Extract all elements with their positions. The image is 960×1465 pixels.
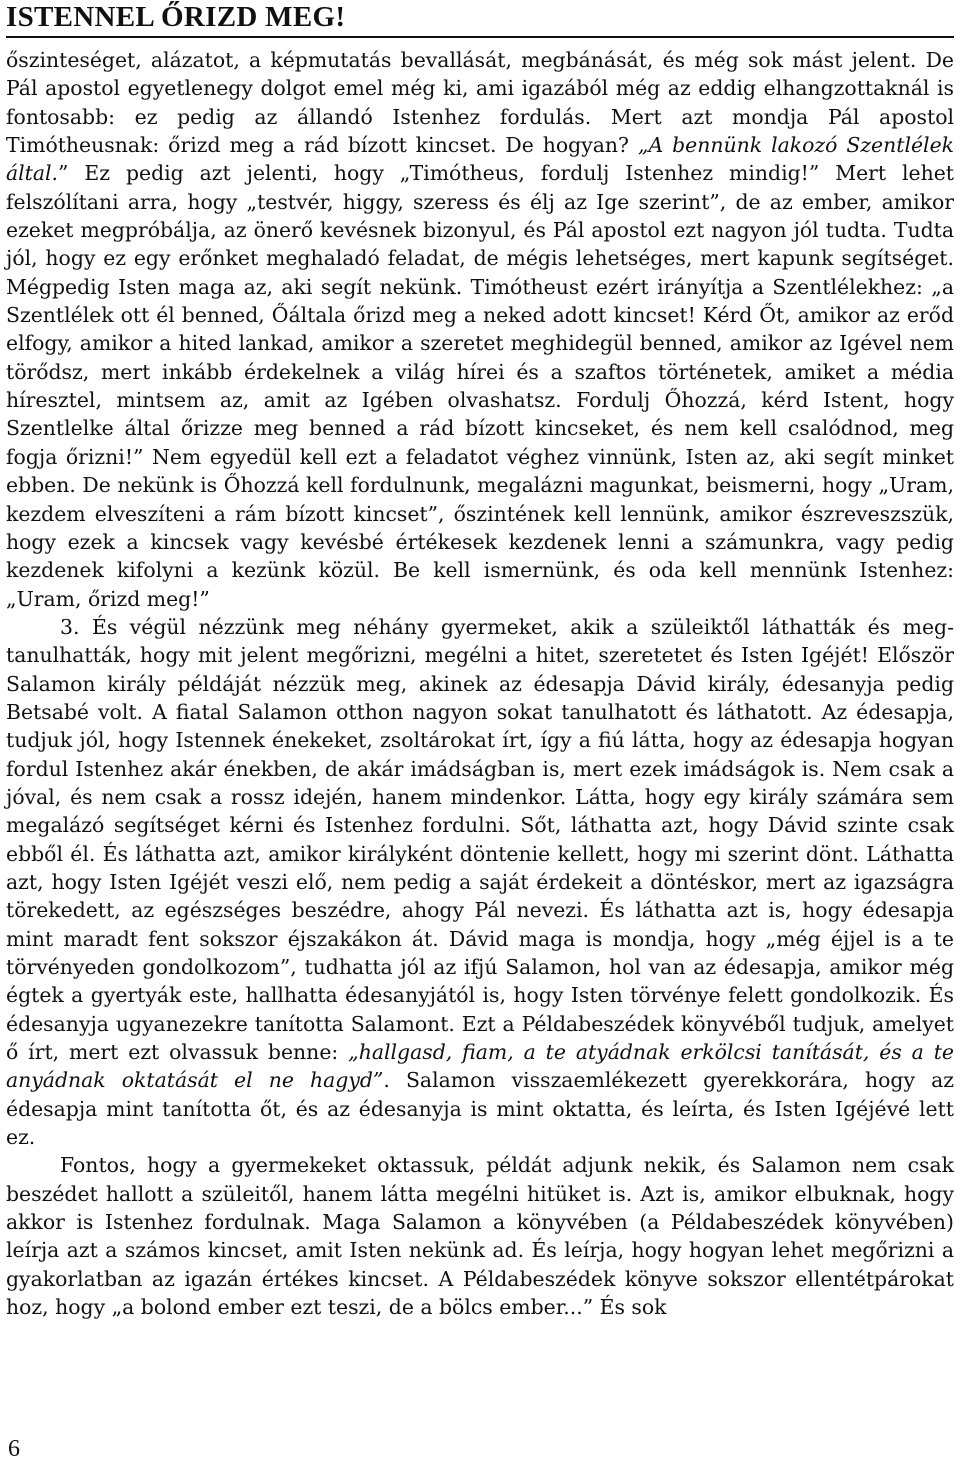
page-number: 6 <box>8 1436 20 1462</box>
paragraph <box>6 613 954 1152</box>
running-title: ISTENNEL ŐRIZD MEG! <box>6 1 346 33</box>
text-run: 3. És végül nézzünk meg néhány gyermeket, akik a szüleiktől láthatták és megtanulhatták, hogy mit jelent megőrizni, megélni a hitet, szeretetet és Isten Igéjét! Először Salamon király példáját nézzük meg, akinek az édesapja Dávid király, édesanyja pedig Betsabé volt. A fiatal Salamon otthon nagyon sokat tanulhatott és láthatott. Az édesapja, tudjuk jól, hogy Istennek énekeket, zsoltárokat írt, így a fiú látta, hogy az édesapja hogyan fordul Istenhez akár énekben, de akár imádságban is, mert ezek imádságok is. Nem csak a jóval, és nem csak a rossz idején, hanem mindenkor. Látta, hogy egy király számára sem megalázó segítséget kérni és Istenhez fordulni. Sőt, láthatta azt, hogy Dávid szinte csak ebből él. És láthatta azt, amikor királyként döntenie kellett, hogy mi szerint dönt. Láthatta azt, hogy Isten Igéjét veszi elő, nem pedig a saját érdekeit a döntéskor, mert az igazságra törekedett, az egészséges beszédre, ahogy Pál nevezi. És láthatta azt is, hogy édesapja mint maradt fent sokszor éjszakákon át. Dávid maga is mondja, hogy „még éjjel is a te törvényeden gondolkozom”, tudhatta jól az ifjú Salamon, hol van az édesapja, amikor még égtek a gyertyák este, hallhatta édesanyjától is, hogy Isten törvénye felett gondolkozik. És édesanyja ugyanezekre tanította Salamont. Ezt a Példabeszédek könyvéből tudjuk, amelyet ő írt, mert ezt olvassuk benne: <box>6 614 954 1065</box>
header-rule <box>6 36 954 38</box>
paragraph <box>6 46 954 613</box>
text-run: Fontos, hogy a gyermekeket oktassuk, példát adjunk nekik, és Salamon nem csak beszédet hallott a szüleitől, hanem látta megélni hitüket is. Azt is, amikor elbuknak, hogy akkor is Istenhez fordulnak. Maga Salamon a könyvében (a Példabeszédek könyvében) leírja azt a számos kincset, amit Isten nekünk ad. És leírja, hogy hogyan lehet megőrizni a gyakorlatban az igazán értékes kincset. A Példabeszédek könyve sokszor ellentétpárokat hoz, hogy „a bolond ember ezt teszi, de a bölcs ember...” És sok <box>6 1153 954 1320</box>
italic-quote: „hallgasd, fiam, a te atyádnak erkölcsi tanítását, és a te anyádnak oktatását el ne hagyd” <box>6 1040 954 1093</box>
text-run: . Salamon visszaemlékezett gyerekkorára, hogy az édesapja mint tanította őt, és az édesanyja is mint oktatta, és leírta, és Isten Igéjévé lett ez. <box>6 1068 954 1150</box>
italic-quote: „A bennünk lakozó Szentlélek által. <box>6 133 954 186</box>
page-header <box>6 2 954 38</box>
text-run: őszinteséget, alázatot, a képmutatás bevallását, megbánását, és még sok mást jelent. De Pál apostol egyetlenegy dolgot emel még ki, ami igazából még az eddig elhangzottaknál is fontosabb: ez pedig az állandó Istenhez fordulás. Mert azt mondja Pál apostol Timótheusnak: őrizd meg a rád bízott kincset. De hogyan? <box>6 48 954 158</box>
text-run: ” Ez pedig azt jelenti, hogy „Timótheus, fordulj Istenhez mindig!” Mert lehet felszólítani arra, hogy „testvér, higgy, szeress és élj az Ige szerint”, de az ember, amikor ezeket megpróbálja, az önerő kevésnek bizonyul, és Pál apostol ezt nagyon jól tudta. Tudta jól, hogy ez egy erőnket meghaladó feladat, de mégis lehetséges, mert kapunk segítséget. Mégpedig Isten maga az, aki segít nekünk. Timótheust ezért irányítja a Szentlélekhez: „a Szentlélek ott él benned, Őáltala őrizd meg a neked adott kincset! Kérd Őt, amikor az erőd elfogy, amikor a hited lankad, amikor a szeretet meghidegül benned, amikor az Igével nem törődsz, mert inkább érdekelnek a világ hírei és a szaftos történetek, amiket a média híresztel, mintsem az, amit az Igében olvashatsz. Fordulj Őhozzá, kérd Istent, hogy Szentlelke által őrizze meg benned a rád bízott kincseket, és nem kell csalódnod, meg fogja őrizni!” Nem egyedül kell ezt a feladatot véghez vinnünk, Isten az, aki segít minket ebben. De nekünk is Őhozzá kell fordulnunk, megalázni magunkat, beismerni, hogy „Uram, kezdem elveszíteni a rám bízott kincset”, őszintének kell lennünk, amikor észreveszszük, hogy ezek a kincsek vagy kevésbé értékesek kezdenek lenni a számunkra, vagy pedig kezdenek kifolyni a kezünk közül. Be kell ismernünk, és oda kell mennünk Istenhez: „Uram, őrizd meg!” <box>6 161 954 611</box>
body-text <box>6 46 954 1321</box>
paragraph <box>6 1151 954 1321</box>
